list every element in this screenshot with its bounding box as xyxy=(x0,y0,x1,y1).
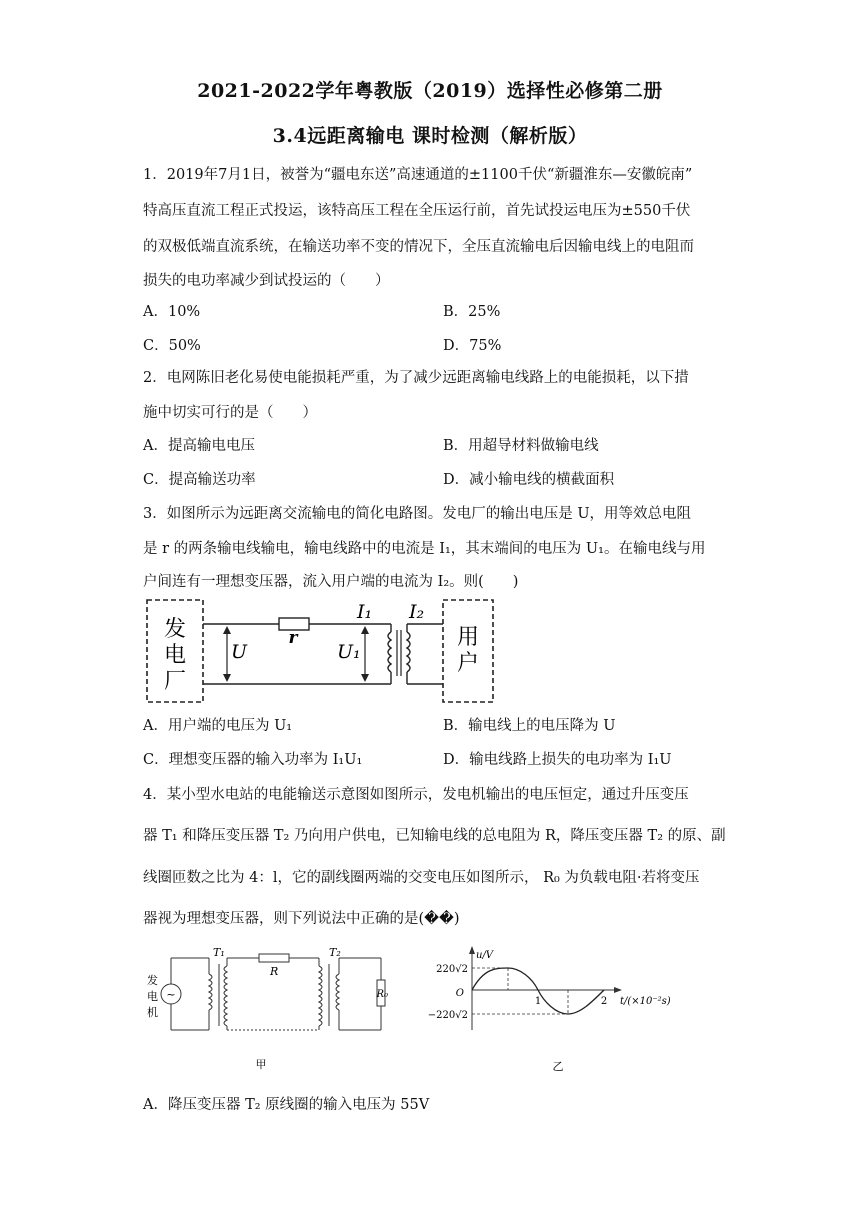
origin-label: O xyxy=(455,988,464,999)
label-u: U xyxy=(231,641,248,663)
q4-option-a[interactable]: A．降压变压器 T₂ 原线圈的输入电压为 55V xyxy=(143,1097,430,1113)
gen-char-1: 发 xyxy=(147,974,158,987)
question-1-line-1: 1．2019年7月1日，被誉为“疆电东送”高速通道的±1100千伏“新疆淮东—安徽皖南” xyxy=(143,167,693,183)
question-1-line-4: 损失的电功率减少到试投运的（ ） xyxy=(143,273,390,289)
figure-caption-jia: 甲 xyxy=(255,1058,267,1071)
sine-wave xyxy=(472,968,604,1014)
q1-option-d[interactable]: D．75% xyxy=(443,338,502,354)
plant-char-1: 发 xyxy=(163,617,187,642)
question-1-line-3: 的双极低端直流系统，在输送功率不变的情况下，全压直流输电后因输电线上的电阻而 xyxy=(143,239,694,255)
q2-option-d[interactable]: D．减小输电线的横截面积 xyxy=(443,472,615,488)
q2-option-c[interactable]: C．提高输送功率 xyxy=(143,472,256,488)
user-char-1: 用 xyxy=(456,625,480,650)
q1-option-c[interactable]: C．50% xyxy=(143,338,201,354)
label-i1: I₁ xyxy=(357,601,373,623)
label-t2: T₂ xyxy=(329,946,341,959)
y-axis-label: u/V xyxy=(476,950,494,961)
q3-option-a[interactable]: A．用户端的电压为 U₁ xyxy=(143,718,293,734)
gen-char-2: 电 xyxy=(147,990,158,1003)
question-3-line-2: 是 r 的两条输电线输电，输电线路中的电流是 I₁，其末端间的电压为 U₁。在输电线与用 xyxy=(143,541,706,557)
document-title: 2021-2022学年粤教版（2019）选择性必修第二册 xyxy=(197,80,663,102)
x-tick-2: 2 xyxy=(600,996,608,1007)
label-R0: R₀ xyxy=(376,989,388,1000)
plant-char-3: 厂 xyxy=(163,669,187,694)
label-u1: U₁ xyxy=(337,641,361,663)
q1-option-a[interactable]: A．10% xyxy=(143,304,201,320)
q2-option-a[interactable]: A．提高输电电压 xyxy=(143,438,255,454)
voltage-waveform-graph xyxy=(418,944,688,1074)
question-4-line-3: 线圈匝数之比为 4：l，它的副线圈两端的交变电压如图所示， R₀ 为负载电阻·若将变压 xyxy=(143,870,700,886)
q3-option-d[interactable]: D．输电线路上损失的电功率为 I₁U xyxy=(443,752,672,768)
question-4-line-2: 器 T₁ 和降压变压器 T₂ 乃向用户供电，已知输电线的总电阻为 R，降压变压器 T₂ 的原、副 xyxy=(143,828,726,844)
q1-option-b[interactable]: B．25% xyxy=(443,304,501,320)
document-subtitle: 3.4远距离输电 课时检测（解析版） xyxy=(272,125,588,147)
x-tick-1: 1 xyxy=(534,996,542,1007)
question-3-line-3: 户间连有一理想变压器，流入用户端的电流为 I₂。则( ) xyxy=(143,574,519,590)
y-max-label: 220√2 xyxy=(436,964,468,975)
user-char-2: 户 xyxy=(456,651,480,676)
transmission-circuit-diagram xyxy=(143,596,503,708)
label-R: R xyxy=(270,965,279,978)
q3-option-b[interactable]: B．输电线上的电压降为 U xyxy=(443,718,616,734)
label-t1: T₁ xyxy=(213,946,225,959)
gen-char-3: 机 xyxy=(147,1006,158,1019)
question-2-line-2: 施中切实可行的是（ ） xyxy=(143,405,317,421)
question-2-line-1: 2．电网陈旧老化易使电能损耗严重，为了减少远距离输电线路上的电能损耗，以下措 xyxy=(143,370,689,386)
question-1-line-2: 特高压直流工程正式投运，该特高压工程在全压运行前，首先试投运电压为±550千伏 xyxy=(143,203,691,219)
resistor-R xyxy=(259,954,289,962)
label-i2: I₂ xyxy=(409,601,425,623)
x-axis-label: t/(×10⁻²s) xyxy=(620,996,671,1007)
svg-text:~: ~ xyxy=(166,988,176,1001)
question-3-line-1: 3．如图所示为远距离交流输电的简化电路图。发电厂的输出电压是 U，用等效总电阻 xyxy=(143,506,692,522)
question-4-line-4: 器视为理想变压器，则下列说法中正确的是(��) xyxy=(143,911,460,927)
hydro-transmission-circuit xyxy=(143,944,393,1074)
plant-char-2: 电 xyxy=(163,643,187,668)
y-min-label: −220√2 xyxy=(427,1010,468,1021)
q3-option-c[interactable]: C．理想变压器的输入功率为 I₁U₁ xyxy=(143,752,363,768)
label-r: r xyxy=(288,628,298,648)
question-4-line-1: 4．某小型水电站的电能输送示意图如图所示，发电机输出的电压恒定，通过升压变压 xyxy=(143,787,689,803)
q2-option-b[interactable]: B．用超导材料做输电线 xyxy=(443,438,599,454)
figure-caption-yi: 乙 xyxy=(552,1060,564,1073)
